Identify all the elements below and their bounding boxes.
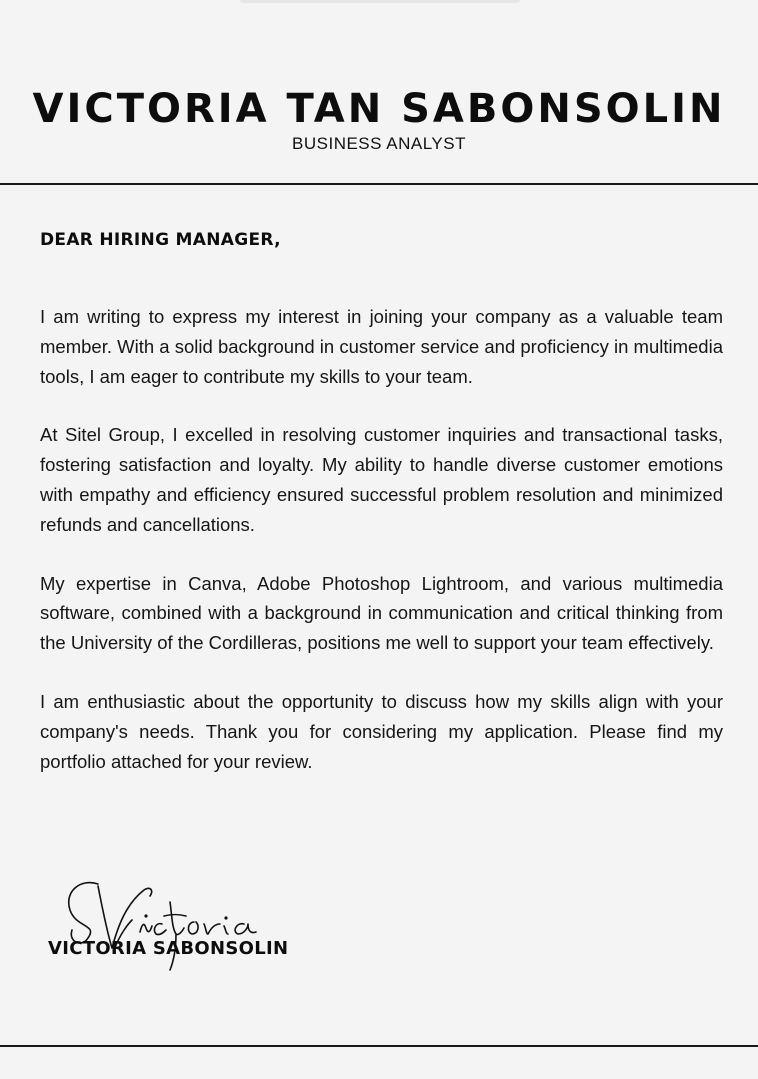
letter-header (0, 84, 758, 154)
body-paragraph-2: At Sitel Group, I excelled in resolving customer inquiries and transactional tasks, fostering satisfaction and loyalty. My ability to handle diverse customer emotions with empathy and efficiency ensured successful problem resolution and minimized refunds and cancellations. (40, 424, 723, 535)
applicant-role: BUSINESS ANALYST (292, 134, 466, 153)
signed-name: VICTORIA SABONSOLIN (48, 938, 289, 959)
handwritten-signature (58, 872, 273, 977)
applicant-name: VICTORIA TAN SABONSOLIN (32, 86, 726, 132)
salutation: DEAR HIRING MANAGER, (40, 230, 281, 250)
svg-text:Victoria: Victoria (58, 872, 62, 873)
body-paragraph-3: My expertise in Canva, Adobe Photoshop Lightroom, and various multimedia software, combined with a background in communication and critical thinking from the University of the Cordilleras, positions me well to support your team effectively. (40, 572, 723, 654)
top-edge-shade (240, 0, 520, 3)
letter-body (40, 302, 723, 805)
body-paragraph-1: I am writing to express my interest in joining your company as a valuable team member. With a solid background in customer service and proficiency in multimedia tools, I am eager to contribute my skills to your team. (40, 306, 723, 387)
footer-divider (0, 1045, 758, 1047)
body-paragraph-4: I am enthusiastic about the opportunity to discuss how my skills align with your company's needs. Thank you for considering my application. Please find my portfolio attached for your review. (40, 690, 723, 772)
header-divider (0, 183, 758, 185)
